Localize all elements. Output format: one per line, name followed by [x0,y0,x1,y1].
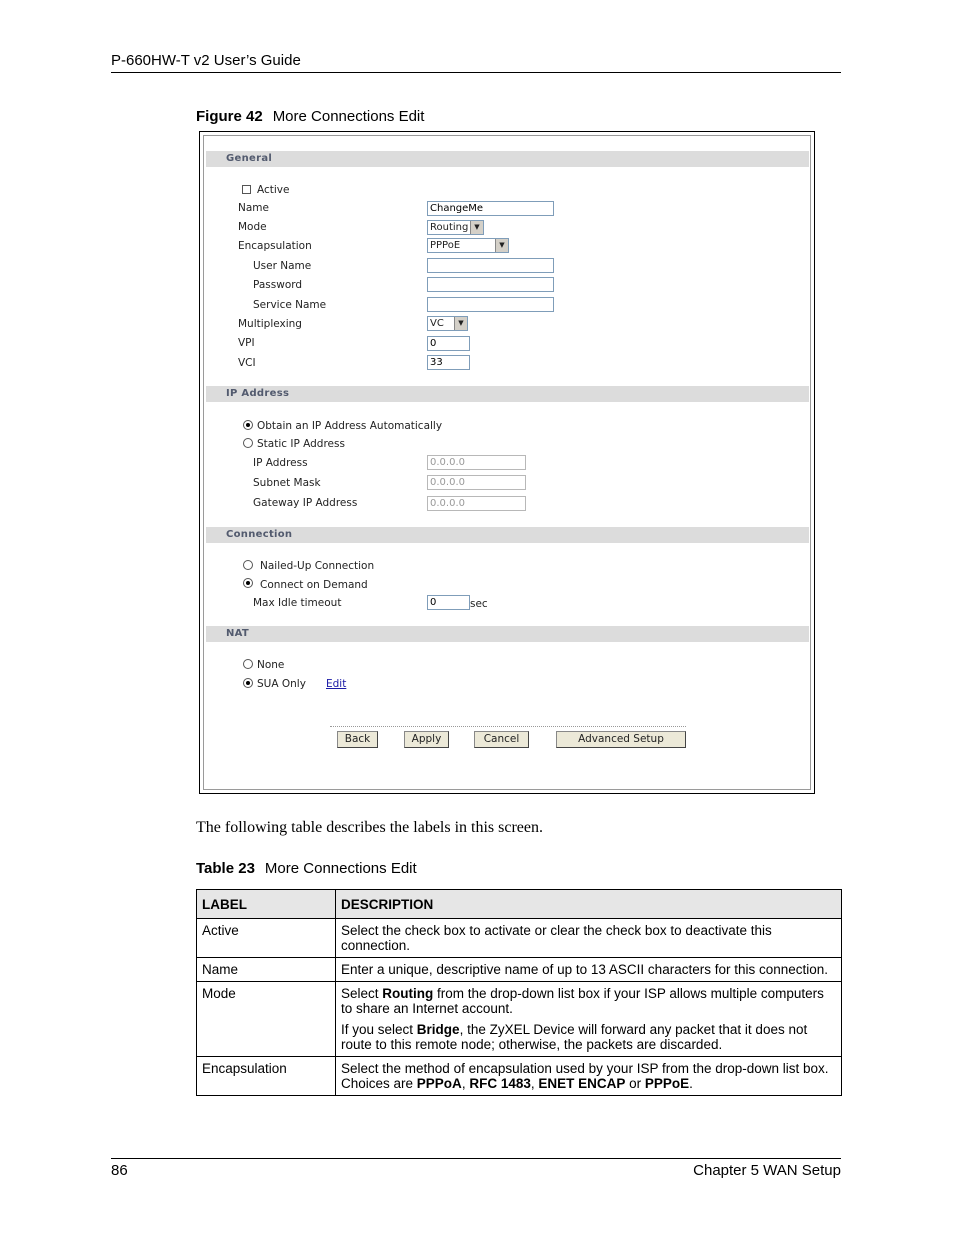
desc-text: , [461,1076,470,1091]
password-input[interactable] [427,277,554,292]
on-demand-radio[interactable] [243,578,253,588]
obtain-auto-label: Obtain an IP Address Automatically [257,420,443,432]
button-divider [330,726,686,727]
ip-address-input[interactable]: 0.0.0.0 [427,455,526,470]
multiplexing-select[interactable] [427,316,468,331]
row-label: Active [197,919,336,958]
label-description-table [196,889,842,1096]
section-connection [206,527,809,543]
row-label: Name [197,958,336,982]
advanced-setup-button[interactable]: Advanced Setup [556,731,686,748]
intro-paragraph: The following table describes the labels in this screen. [196,819,544,836]
idle-timeout-unit: sec [470,598,488,610]
on-demand-label: Connect on Demand [260,579,368,591]
figure-number: Figure 42 [196,108,263,125]
service-name-label: Service Name [253,299,327,311]
table-row [197,958,842,982]
section-general-title: General [226,153,273,164]
back-button[interactable]: Back [337,731,378,748]
running-header: P-660HW-T v2 User’s Guide [111,52,301,69]
active-checkbox[interactable] [242,185,251,194]
table-header-row [197,890,842,919]
footer-rule [111,1158,841,1159]
name-input[interactable]: ChangeMe [427,201,554,216]
row-label: Encapsulation [197,1057,336,1096]
idle-timeout-input[interactable]: 0 [427,595,470,610]
table-row [197,1057,842,1096]
static-ip-label: Static IP Address [257,438,345,450]
desc-term-routing: Routing [382,986,434,1001]
section-nat-title: NAT [226,628,250,639]
mode-desc-bridge [341,1022,836,1052]
mode-select[interactable] [427,220,484,235]
nat-none-label: None [257,659,285,671]
mode-desc-routing [341,986,836,1016]
username-input[interactable] [427,258,554,273]
chevron-down-icon: ▼ [495,239,508,252]
desc-text: , [530,1076,539,1091]
service-name-input[interactable] [427,297,554,312]
sua-only-radio[interactable] [243,678,253,688]
row-label: Mode [197,982,336,1057]
nat-none-radio[interactable] [243,659,253,669]
idle-timeout-label: Max Idle timeout [253,597,342,609]
table-caption [196,860,417,877]
obtain-auto-radio[interactable] [243,420,253,430]
gateway-input[interactable]: 0.0.0.0 [427,496,526,511]
column-header-label: LABEL [197,890,336,919]
column-header-description: DESCRIPTION [336,890,842,919]
table-number: Table 23 [196,860,255,877]
password-label: Password [253,279,303,291]
desc-text: from the drop-down list box if your ISP allows multiple computers to share an Internet account. [341,986,824,1016]
username-label: User Name [253,260,312,272]
static-ip-radio[interactable] [243,438,253,448]
apply-button[interactable]: Apply [404,731,449,748]
section-ip-address [206,386,809,402]
chevron-down-icon: ▼ [454,317,467,330]
section-ip-title: IP Address [226,388,290,399]
vci-label: VCI [238,357,256,369]
page-number: 86 [111,1162,128,1179]
desc-text: Select the method of encapsulation used by your ISP from the drop-down list box. Choices are [341,1061,829,1091]
desc-term-rfc1483: RFC 1483 [469,1076,531,1091]
row-description: Select the check box to activate or clear the check box to deactivate this connection. [336,919,842,958]
subnet-mask-label: Subnet Mask [253,477,321,489]
multiplexing-label: Multiplexing [238,318,302,330]
sua-only-label: SUA Only [257,678,306,690]
figure-caption [196,108,424,125]
table-row [197,919,842,958]
table-row [197,982,842,1057]
sua-edit-link[interactable]: Edit [326,678,347,690]
mode-select-value: Routing [430,222,469,233]
desc-text: , the ZyXEL Device will forward any packet that it does not route to this remote node; otherwise, the packets are discarded. [341,1022,808,1052]
name-label: Name [238,202,269,214]
active-label: Active [257,184,290,196]
chevron-down-icon: ▼ [470,221,483,234]
desc-term-bridge: Bridge [416,1022,460,1037]
subnet-mask-input[interactable]: 0.0.0.0 [427,475,526,490]
desc-text: . [689,1076,693,1091]
encapsulation-select-value: PPPoE [430,240,461,251]
vpi-label: VPI [238,337,255,349]
vpi-input[interactable]: 0 [427,336,470,351]
mode-label: Mode [238,221,267,233]
section-nat [206,626,809,642]
encapsulation-label: Encapsulation [238,240,312,252]
desc-term-pppoa: PPPoA [416,1076,462,1091]
encapsulation-select[interactable] [427,238,509,253]
section-general [206,151,809,167]
desc-text: Select [341,986,383,1001]
nailed-up-label: Nailed-Up Connection [260,560,375,572]
ip-address-label: IP Address [253,457,308,469]
multiplexing-select-value: VC [430,318,444,329]
desc-text: or [625,1076,645,1091]
section-connection-title: Connection [226,529,293,540]
gateway-label: Gateway IP Address [253,497,358,509]
row-description [336,982,842,1057]
row-description: Enter a unique, descriptive name of up to 13 ASCII characters for this connection. [336,958,842,982]
desc-term-pppoe: PPPoE [644,1076,690,1091]
nailed-up-radio[interactable] [243,560,253,570]
chapter-title: Chapter 5 WAN Setup [693,1162,841,1179]
table-title: More Connections Edit [264,860,417,877]
header-rule [111,72,841,73]
row-description [336,1057,842,1096]
vci-input[interactable]: 33 [427,355,470,370]
desc-term-enet-encap: ENET ENCAP [538,1076,626,1091]
cancel-button[interactable]: Cancel [474,731,529,748]
figure-title: More Connections Edit [272,108,425,125]
desc-text: If you select [341,1022,417,1037]
